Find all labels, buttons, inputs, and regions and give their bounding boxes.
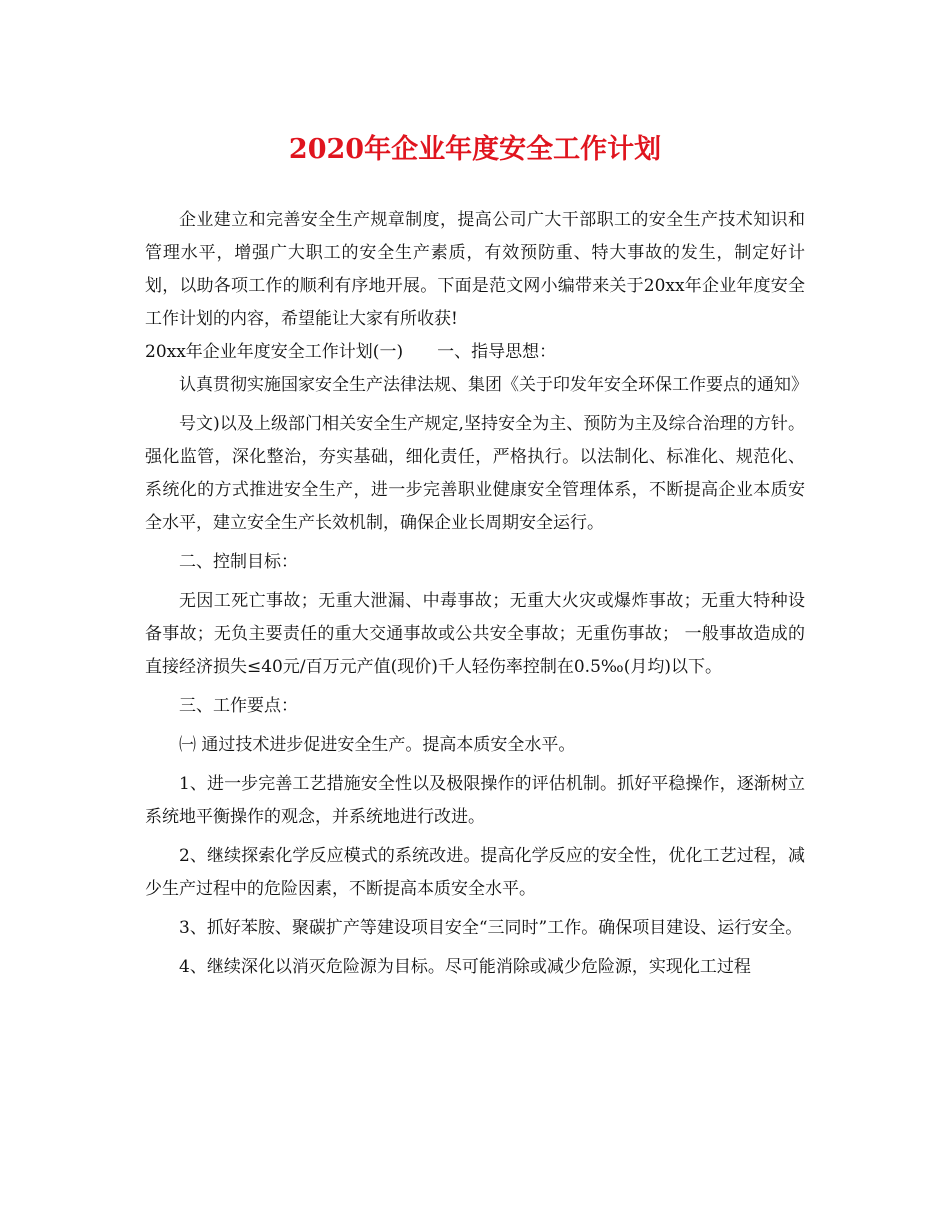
work-item-4: 4、继续深化以消灭危险源为目标。尽可能消除或减少危险源，实现化工过程 [179, 957, 751, 977]
work-item-3: 3、抓好苯胺、聚碳扩产等建设项目安全“三同时”工作。确保项目建设、运行安全。 [179, 918, 803, 938]
plan-heading-line [145, 336, 805, 369]
document-title: 2020年企业年度安全工作计划 [288, 134, 662, 165]
point-1-heading: ㈠ 通过技术进步促进安全生产。提高本质安全水平。 [179, 735, 576, 755]
guideline-paragraph-a: 认真贯彻实施国家安全生产法律法规、集团《关于印发年安全环保工作要点的通知》 [179, 375, 808, 395]
work-item-2: 2、继续探索化学反应模式的系统改进。提高化学反应的安全性，优化工艺过程，减少生产过程中的危险因素，不断提高本质安全水平。 [145, 846, 805, 899]
plan-heading: 20xx年企业年度安全工作计划(一) [145, 342, 404, 362]
work-item-1: 1、进一步完善工艺措施安全性以及极限操作的评估机制。抓好平稳操作，逐渐树立系统地平衡操作的观念，并系统地进行改进。 [145, 774, 805, 827]
targets-paragraph: 无因工死亡事故；无重大泄漏、中毒事故；无重大火灾或爆炸事故；无重大特种设备事故；无负主要责任的重大交通事故或公共安全事故；无重伤事故； 一般事故造成的直接经济损失≤40元/百万元产值(现价)千人轻伤率控制在0.5‰(月均)以下。 [145, 591, 805, 677]
document-body [145, 204, 808, 984]
intro-paragraph: 企业建立和完善安全生产规章制度，提高公司广大干部职工的安全生产技术知识和管理水平，增强广大职工的安全生产素质，有效预防重、特大事故的发生，制定好计划，以助各项工作的顺利有序地开展。下面是范文网小编带来关于20xx年企业年度安全工作计划的内容，希望能让大家有所收获! [145, 210, 805, 329]
section2-heading: 二、控制目标： [179, 552, 298, 572]
section3-heading: 三、工作要点： [179, 696, 298, 716]
section1-heading: 一、指导思想： [437, 342, 557, 362]
guideline-paragraph-b: 号文)以及上级部门相关安全生产规定,坚持安全为主、预防为主及综合治理的方针。强化监管，深化整治，夯实基础，细化责任，严格执行。以法制化、标准化、规范化、系统化的方式推进安全生产，进一步完善职业健康安全管理体系，不断提高企业本质安全水平，建立安全生产长效机制，确保企业长周期安全运行。 [145, 414, 805, 533]
